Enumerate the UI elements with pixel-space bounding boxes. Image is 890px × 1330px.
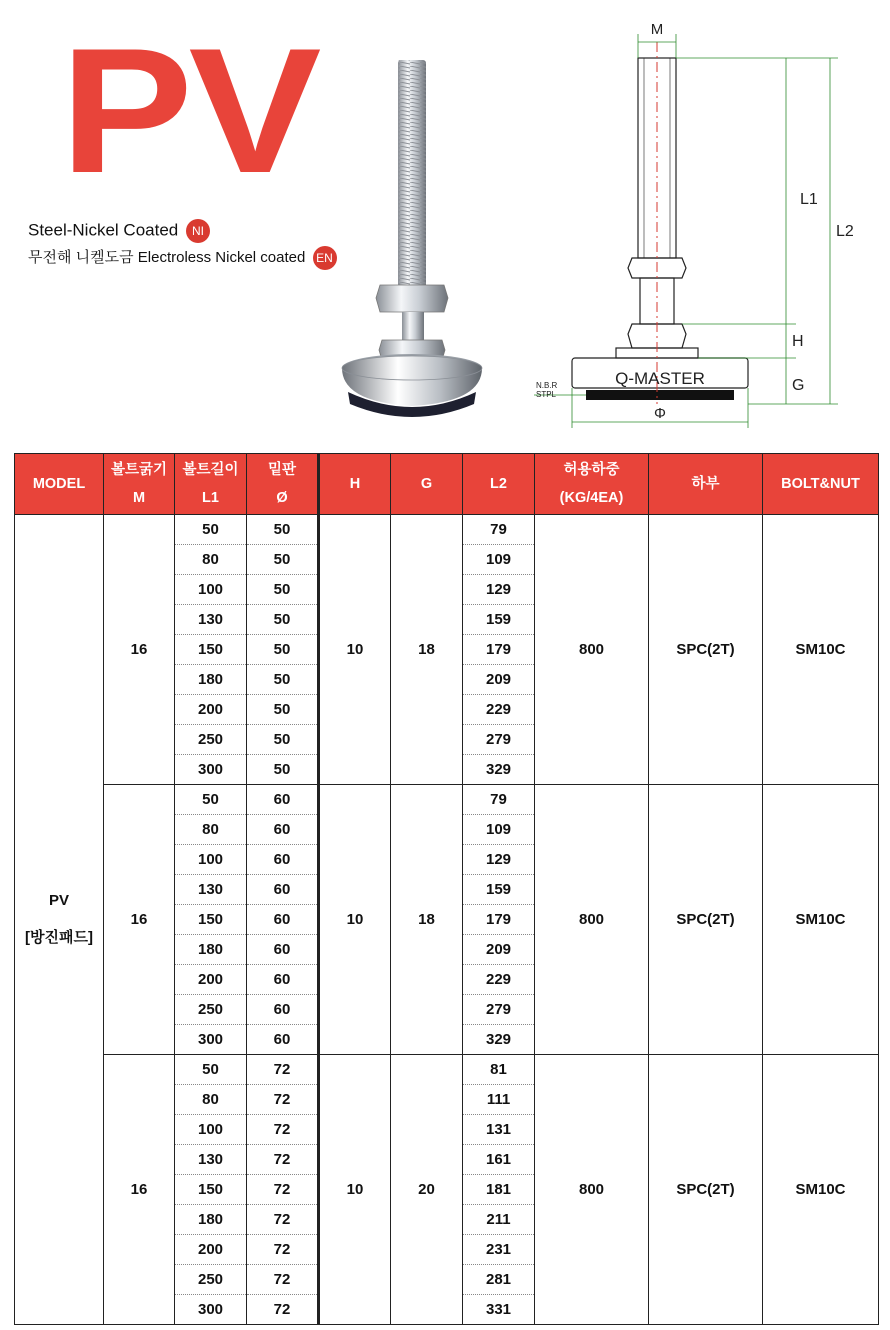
cell-phi: 72 <box>247 1115 319 1145</box>
cell-l2: 181 <box>463 1175 535 1205</box>
coating-badge-ni: NI <box>186 219 210 243</box>
cell-phi: 60 <box>247 875 319 905</box>
cell-phi: 50 <box>247 575 319 605</box>
model-name: PV <box>48 892 69 909</box>
cell-phi: 60 <box>247 935 319 965</box>
cell-bolt: SM10C <box>763 1055 879 1325</box>
cell-l2: 109 <box>463 545 535 575</box>
cell-phi: 60 <box>247 905 319 935</box>
cell-l2: 231 <box>463 1235 535 1265</box>
header-model: MODEL <box>15 454 104 515</box>
cell-l2: 229 <box>463 965 535 995</box>
cell-l1: 180 <box>175 935 247 965</box>
cell-m: 16 <box>104 515 175 785</box>
cell-phi: 72 <box>247 1055 319 1085</box>
cell-l1: 100 <box>175 845 247 875</box>
cell-l1: 180 <box>175 1205 247 1235</box>
cell-l2: 331 <box>463 1295 535 1325</box>
cell-l1: 50 <box>175 515 247 545</box>
cell-phi: 72 <box>247 1175 319 1205</box>
dim-m: M <box>650 21 664 38</box>
cell-phi: 50 <box>247 515 319 545</box>
cell-l2: 111 <box>463 1085 535 1115</box>
cell-phi: 50 <box>247 605 319 635</box>
cell-l1: 100 <box>175 575 247 605</box>
cell-phi: 60 <box>247 995 319 1025</box>
cell-phi: 72 <box>247 1145 319 1175</box>
cell-l1: 200 <box>175 695 247 725</box>
label-nbr: N.B.R <box>536 381 558 390</box>
drawing-brand: Q-MASTER <box>615 369 705 388</box>
cell-h: 10 <box>319 785 391 1055</box>
cell-l1: 50 <box>175 1055 247 1085</box>
cell-phi: 60 <box>247 785 319 815</box>
cell-l2: 79 <box>463 785 535 815</box>
cell-load: 800 <box>535 785 649 1055</box>
cell-bolt: SM10C <box>763 515 879 785</box>
cell-h: 10 <box>319 515 391 785</box>
cell-l2: 131 <box>463 1115 535 1145</box>
coating-line-1 <box>28 219 210 243</box>
cell-l2: 159 <box>463 605 535 635</box>
model-sub: [방진패드] <box>25 929 93 946</box>
coating-line-2 <box>28 246 337 270</box>
header-l1: 볼트길이 L1 <box>175 454 247 515</box>
cell-h: 10 <box>319 1055 391 1325</box>
cell-base: SPC(2T) <box>649 1055 763 1325</box>
cell-l2: 109 <box>463 815 535 845</box>
cell-l2: 159 <box>463 875 535 905</box>
cell-l2: 329 <box>463 1025 535 1055</box>
cell-l1: 200 <box>175 965 247 995</box>
cell-load: 800 <box>535 515 649 785</box>
cell-l2: 329 <box>463 755 535 785</box>
header-m: 볼트굵기 M <box>104 454 175 515</box>
cell-base: SPC(2T) <box>649 515 763 785</box>
cell-l2: 229 <box>463 695 535 725</box>
dim-phi: Φ <box>654 405 666 422</box>
cell-l2: 79 <box>463 515 535 545</box>
cell-l2: 179 <box>463 635 535 665</box>
header-load: 허용하중 (KG/4EA) <box>535 454 649 515</box>
cell-l1: 130 <box>175 605 247 635</box>
cell-phi: 72 <box>247 1265 319 1295</box>
cell-phi: 50 <box>247 665 319 695</box>
cell-phi: 60 <box>247 965 319 995</box>
cell-l1: 130 <box>175 875 247 905</box>
header-bolt: BOLT&NUT <box>763 454 879 515</box>
cell-phi: 60 <box>247 1025 319 1055</box>
cell-l1: 50 <box>175 785 247 815</box>
cell-l1: 250 <box>175 1265 247 1295</box>
cell-m: 16 <box>104 785 175 1055</box>
cell-l2: 161 <box>463 1145 535 1175</box>
cell-l1: 130 <box>175 1145 247 1175</box>
cell-l1: 200 <box>175 1235 247 1265</box>
product-logo: PV <box>60 11 317 210</box>
coating-text: 무전해 니켈도금 Electroless Nickel coated <box>28 249 306 266</box>
cell-phi: 50 <box>247 695 319 725</box>
product-photo <box>320 50 500 430</box>
header-phi: 밑판 Ø <box>247 454 319 515</box>
table-row <box>15 1055 879 1085</box>
cell-l2: 209 <box>463 665 535 695</box>
cell-l2: 209 <box>463 935 535 965</box>
model-cell <box>15 515 104 1325</box>
cell-l1: 150 <box>175 635 247 665</box>
cell-phi: 72 <box>247 1085 319 1115</box>
dim-h: H <box>792 333 804 350</box>
cell-phi: 50 <box>247 635 319 665</box>
cell-l2: 81 <box>463 1055 535 1085</box>
dim-l2: L2 <box>836 223 854 240</box>
header-l2: L2 <box>463 454 535 515</box>
cell-l1: 150 <box>175 1175 247 1205</box>
cell-phi: 72 <box>247 1205 319 1235</box>
cell-l2: 279 <box>463 995 535 1025</box>
header-base: 하부 <box>649 454 763 515</box>
header-h: H <box>319 454 391 515</box>
cell-l2: 211 <box>463 1205 535 1235</box>
cell-phi: 72 <box>247 1235 319 1265</box>
technical-drawing <box>520 14 880 434</box>
label-stpl: STPL <box>536 390 557 399</box>
cell-l1: 80 <box>175 545 247 575</box>
table-row <box>15 785 879 815</box>
cell-l1: 180 <box>175 665 247 695</box>
cell-l1: 100 <box>175 1115 247 1145</box>
cell-l1: 80 <box>175 1085 247 1115</box>
cell-phi: 50 <box>247 545 319 575</box>
cell-l2: 281 <box>463 1265 535 1295</box>
cell-l1: 300 <box>175 755 247 785</box>
cell-g: 20 <box>391 1055 463 1325</box>
cell-l1: 250 <box>175 995 247 1025</box>
cell-l1: 150 <box>175 905 247 935</box>
header-g: G <box>391 454 463 515</box>
cell-l2: 179 <box>463 905 535 935</box>
cell-load: 800 <box>535 1055 649 1325</box>
cell-l2: 129 <box>463 575 535 605</box>
cell-phi: 50 <box>247 725 319 755</box>
coating-text: Steel-Nickel Coated <box>28 220 179 240</box>
cell-l1: 250 <box>175 725 247 755</box>
cell-g: 18 <box>391 785 463 1055</box>
cell-l1: 300 <box>175 1295 247 1325</box>
table-row <box>15 515 879 545</box>
cell-phi: 72 <box>247 1295 319 1325</box>
table-header-row <box>15 454 879 515</box>
cell-base: SPC(2T) <box>649 785 763 1055</box>
cell-l1: 80 <box>175 815 247 845</box>
cell-phi: 50 <box>247 755 319 785</box>
cell-g: 18 <box>391 515 463 785</box>
cell-phi: 60 <box>247 845 319 875</box>
dim-g: G <box>792 377 805 394</box>
cell-l1: 300 <box>175 1025 247 1055</box>
cell-phi: 60 <box>247 815 319 845</box>
cell-l2: 279 <box>463 725 535 755</box>
coating-badge-en: EN <box>313 246 337 270</box>
spec-table <box>14 453 879 1325</box>
cell-m: 16 <box>104 1055 175 1325</box>
cell-l2: 129 <box>463 845 535 875</box>
dim-l1: L1 <box>800 191 818 208</box>
cell-bolt: SM10C <box>763 785 879 1055</box>
